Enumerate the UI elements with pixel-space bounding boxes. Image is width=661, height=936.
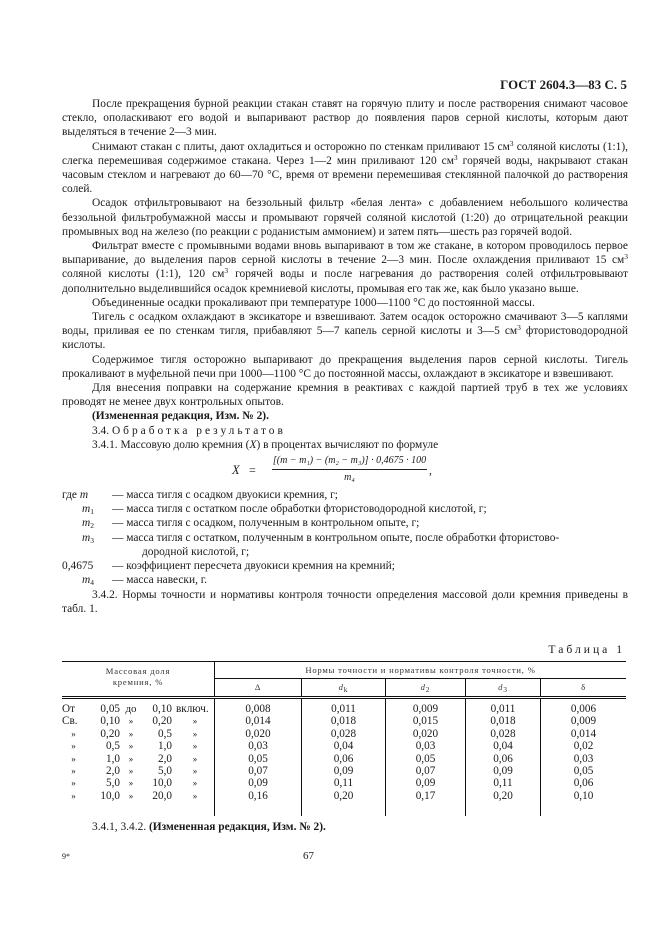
table-row: » 0,5 » 1,0 » 0,03 0,04 0,03 0,04 0,02: [62, 740, 626, 752]
column-group-header: Нормы точности и нормативы контроля точности, %: [215, 662, 627, 679]
amendment-note: 3.4.1, 3.4.2. (Измененная редакция, Изм. № 2).: [92, 821, 326, 833]
definition-row: $m_2$ — масса тигля с осадком, полученным в контрольном опыте, г;: [82, 517, 420, 531]
formula-lhs: X: [232, 463, 240, 478]
paragraph: Содержимое тигля осторожно выпаривают до прекращения выделения паров серной кислоты. Тигель прокаливают в муфельной печи при 1000—1100 °С до постоянной массы, охлаждают в эксикаторе и взвешивают.: [62, 353, 628, 380]
definition-row: где m — масса тигля с осадком двуокиси кремния, г;: [62, 489, 338, 502]
definition-row: $m_4$ — масса навески, г.: [82, 574, 207, 588]
formula-denominator: m₄: [344, 472, 355, 484]
formula-fraction: [272, 454, 427, 485]
page-number: 67: [303, 850, 314, 862]
definition-row: $m_1$ — масса тигля с остатком после обработки фтористоводородной кислотой, г;: [82, 503, 487, 517]
definition-row: 0,4675 — коэффициент пересчета двуокиси кремния на кремний;: [62, 560, 395, 573]
column-header-dk: $d_k$: [302, 679, 386, 698]
paragraph: Объединенные осадки прокаливают при температуре 1000—1100 °С до постоянной массы.: [92, 296, 535, 309]
paragraph: Снимают стакан с плиты, дают охладиться и осторожно по стенкам приливают 15 $см^3$ соляной кислоты (1:1), слегка перемешивая содержимое стакана. Через 1—2 мин приливают 120 $см^3$ горячей воды, накрывают стакан часовым стеклом и нагревают до 60—70 °С, время от времени перемешивая стеклянной палочкой до растворения солей.: [62, 138, 628, 196]
table-row: » 1,0 » 2,0 » 0,05 0,06 0,05 0,06 0,03: [62, 753, 626, 765]
paragraph: 3.4.2. Нормы точности и нормативы контроля точности определения массовой доли кремния приведены в табл. 1.: [62, 588, 628, 615]
paragraph: Для внесения поправки на содержание кремния в реактивах с каждой партией труб в тех же условиях проводят не менее двух контрольных опытов.: [62, 382, 628, 409]
sheet-mark: 9*: [62, 852, 70, 861]
table-row: » 0,20 » 0,5 » 0,020 0,028 0,020 0,028 0,014: [62, 728, 626, 740]
formula: X = $\frac{\text{[(m − m₁) − (m₂ − m₃)] · 0,4675 · 100}}{\text{m₄}}$ ,: [62, 454, 628, 488]
accuracy-norms-table: [62, 661, 626, 816]
definition-row: $m_3$ — масса тигля с остатком, полученным в контрольном опыте, после обработки фтористово-: [82, 531, 560, 545]
paragraph: Тигель с осадком охлаждают в эксикаторе и взвешивают. Затем осадок осторожно смачивают 3—5 каплями воды, приливая ее по стенкам тигля, прибавляют 5—7 капель серной кислоты и 3—5 $см^3$ фтористоводородной кислоты.: [62, 311, 628, 352]
column-header-range: Массовая доля кремния, %: [62, 662, 215, 698]
paragraph: После прекращения бурной реакции стакан ставят на горячую плиту и после растворения снимают часовое стекло, ополаскивают его водой и выпаривают раствор до появления паров серной кислоты, которым дают выделяться в течение 2—3 мин.: [62, 98, 628, 139]
table-row: » 10,0 » 20,0 » 0,16 0,20 0,17 0,20 0,10: [62, 790, 626, 816]
table-row: » 2,0 » 5,0 » 0,07 0,09 0,07 0,09 0,05: [62, 765, 626, 777]
table-row: От 0,05 до 0,10 включ. 0,008 0,011 0,009 0,011 0,006: [62, 698, 626, 716]
column-header-d3: $d_3$: [466, 679, 541, 698]
column-header-d2: $d_2$: [386, 679, 466, 698]
paragraph: Фильтрат вместе с промывными водами вновь выпаривают в том же стакане, в котором проводилось первое выпаривание, до выделения паров серной кислоты в течение 2—3 мин. После охлаждения приливают 15 $см^3$ соляной кислоты (1:1), 120 $см^3$ горячей воды и после нагревания до растворения солей отфильтровывают дополнительно выделившийся осадок кремниевой кислоты, промывая его так же, как было указано выше.: [62, 240, 628, 295]
table-row: Св. 0,10 » 0,20 » 0,014 0,018 0,015 0,018 0,009: [62, 715, 626, 727]
column-header-small-delta: δ: [541, 679, 627, 698]
amendment-note: (Измененная редакция, Изм. № 2).: [92, 410, 269, 423]
formula-numerator: [(m − m₁) − (m₂ − m₃)] · 0,4675 · 100: [272, 454, 427, 470]
variable-definitions: где m — масса тигля с осадком двуокиси кремния, г; $m_1$ — масса тигля с остатком после обработки фтористоводородной кислотой, г; $m_2$ — масса тигля с осадком, полученным в контрольном опыте, г; $m_3$ — масса тигля с остатком, полученным в контрольном опыте, после обработки фтористово- дородной кислотой, г; 0,4675 — коэффициент пересчета двуокиси кремния на кремний; $m_4$ — масса навески, г.: [62, 488, 628, 587]
paragraph: 3.4.1. Массовую долю кремния (X) в процентах вычисляют по формуле: [92, 438, 439, 451]
document-body: [62, 97, 628, 616]
column-header-delta: Δ: [215, 679, 302, 698]
formula-equals: =: [249, 463, 256, 478]
paragraph: Осадок отфильтровывают на беззольный фильтр «белая лента» с добавлением небольшого количества беззольной фильтробумажной массы и промывают горячей соляной кислотой (1:20) до отрицательной реакции промывных вод на железо (по реакции с роданистым аммонием) и затем пять—шесть раз горячей водой.: [62, 197, 628, 238]
table-row: » 5,0 » 10,0 » 0,09 0,11 0,09 0,11 0,06: [62, 777, 626, 789]
table-caption: Таблица 1: [548, 643, 625, 656]
section-heading: 3.4. Обработка результатов: [92, 424, 286, 437]
document-header: ГОСТ 2604.3—83 С. 5: [500, 78, 627, 92]
